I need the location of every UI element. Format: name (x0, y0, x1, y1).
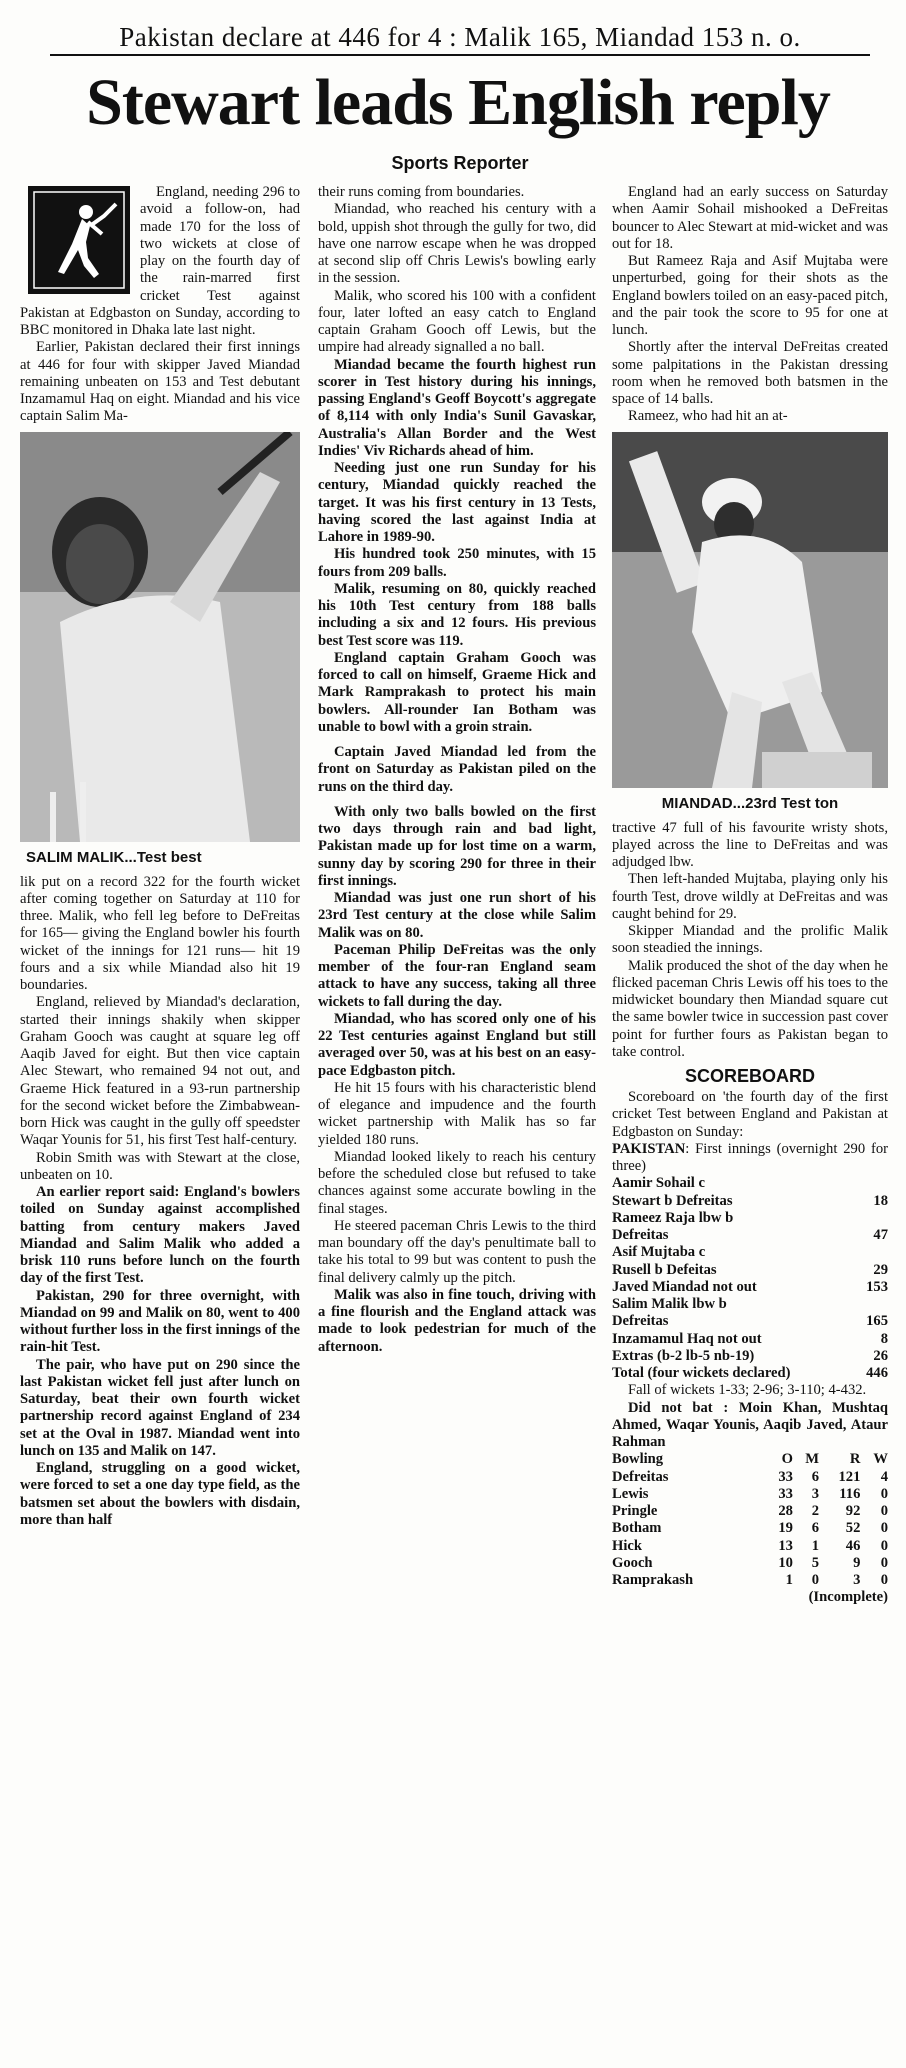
paragraph: Pakistan, 290 for three overnight, with Miandad on 99 and Malik on 80, went to 400 without further loss in the first innings of the rain-hit Test. (20, 1287, 300, 1356)
batsman-runs: 29 (873, 1261, 888, 1278)
batting-table (612, 1175, 888, 1382)
paragraph: their runs coming from boundaries. (318, 184, 525, 200)
bowling-row (612, 1486, 888, 1503)
dismissal-line: Defreitas (612, 1313, 669, 1330)
batsman-line: Aamir Sohail c (612, 1175, 705, 1192)
bowling-figure: 5 (811, 1554, 819, 1571)
photo-caption: SALIM MALIK...Test best (26, 848, 202, 866)
paragraph: England captain Graham Gooch was forced to call on himself, Graeme Hick and Mark Ramprakash to protect his main bowlers. All-rounder Ian Botham was unable to bowl with a groin strain. (318, 649, 596, 735)
bowling-figure: 46 (845, 1537, 861, 1554)
batsman-line: Rameez Raja lbw b (612, 1209, 734, 1226)
bowler-name: Ramprakash (612, 1572, 694, 1588)
batting-row (612, 1175, 888, 1192)
batting-row (612, 1193, 888, 1210)
bowling-row (612, 1469, 888, 1486)
dismissal-line: Stewart b Defreitas (612, 1192, 733, 1209)
bowler-name: Hick (612, 1537, 642, 1554)
paragraph: His hundred took 250 minutes, with 15 fours from 209 balls. (318, 546, 596, 580)
bowling-figure: 13 (778, 1537, 793, 1554)
dismissal-line: Rusell b Defeitas (612, 1261, 717, 1278)
paragraph: England, needing 296 to avoid a follow-on, had made 170 for the loss of two wickets at close of play on the fourth day of the rain-marred first cricket Test against Pakistan at Edgbaston on Sunday, according to BBC monitored in Dhaka late last night. (20, 184, 300, 338)
batsman-line: Salim Malik lbw b (612, 1296, 727, 1312)
paragraph: Miandad, who reached his century with a bold, uppish shot through the gully for two, did have one narrow escape when he was dropped at second slip off Chris Lewis's bowling early in the session. (318, 201, 596, 287)
paragraph: lik put on a record 322 for the fourth wicket after coming together on Saturday at 110 for three. Malik, who fell leg before to DeFreitas for 165— giving the England bowler his fourth wicket of the innings for 121 runs— hit 19 fours and a six while Miandad also hit 19 boundaries. (20, 873, 300, 993)
paragraph: Malik, resuming on 80, quickly reached his 10th Test century from 188 balls including a six and 12 fours. His previous best Test score was 119. (318, 580, 596, 649)
batting-row (612, 1244, 888, 1261)
bowling-figure: 9 (853, 1554, 861, 1571)
bowling-figure: 1 (785, 1572, 793, 1588)
bowling-figure: 3 (853, 1572, 861, 1588)
bowling-figure: 33 (778, 1468, 793, 1485)
total-runs: 446 (866, 1365, 888, 1381)
bowling-figure: 6 (811, 1520, 819, 1537)
bowler-name: Pringle (612, 1503, 658, 1519)
bowling-figure: 116 (839, 1485, 861, 1502)
bowling-figure: 33 (778, 1485, 793, 1502)
bowler-name: Gooch (612, 1554, 653, 1571)
batsman-runs: 153 (866, 1278, 888, 1295)
batsman-line: Extras (b-2 lb-5 nb-19) (612, 1347, 755, 1364)
bowler-name: Botham (612, 1520, 662, 1537)
scoreboard-intro: Scoreboard on 'the fourth day of the first cricket Test between England and Pakistan at Edgbaston on Sunday: (612, 1089, 888, 1140)
bowling-figure: 0 (880, 1572, 888, 1588)
bowling-figure: 19 (778, 1520, 793, 1537)
paragraph: Miandad was just one run short of his 23rd Test century at the close while Salim Malik was on 80. (318, 890, 596, 941)
batting-row (612, 1348, 888, 1365)
batsman-runs: 165 (866, 1313, 888, 1330)
bowling-figure: 0 (811, 1572, 819, 1588)
bowling-figure: 4 (880, 1468, 888, 1485)
paragraph: Earlier, Pakistan declared their first innings at 446 for four with skipper Javed Miandad remaining unbeaten on 153 and Test debutant Inzamamul Haq on eight. Miandad and his vice captain Salim Ma- (20, 339, 300, 425)
bowling-row (612, 1503, 888, 1520)
batsman-runs: 47 (873, 1227, 888, 1243)
bowling-header: W (873, 1451, 888, 1468)
bowling-figure: 28 (778, 1503, 793, 1519)
paragraph: Malik, who scored his 100 with a confident four, later lofted an easy catch to England captain Graham Gooch off Lewis, but the umpire had already signalled a no ball. (318, 287, 596, 356)
bowling-figure: 10 (778, 1554, 793, 1571)
batting-row (612, 1296, 888, 1313)
paragraph: But Rameez Raja and Asif Mujtaba were unperturbed, going for their shots as the England bowlers toiled on an easy-paced pitch, and the pair took the score to 95 for one at lunch. (612, 253, 888, 338)
cricketer-silhouette-icon (28, 186, 130, 294)
photo-caption: MIANDAD...23rd Test ton (661, 794, 839, 812)
batsman-line: Inzamamul Haq not out (612, 1330, 762, 1347)
did-not-bat: Did not bat : Moin Khan, Mushtaq Ahmed, Waqar Younis, Aaqib Javed, Ataur Rahman (612, 1399, 888, 1450)
paragraph: England, struggling on a good wicket, were forced to set a one day type field, as the batsmen set about the bowlers with disdain, more than half (20, 1460, 300, 1528)
paragraph: England had an early success on Saturday when Aamir Sohail mishooked a DeFreitas bouncer to Alec Stewart at mid-wicket and was out for 18. (612, 184, 888, 252)
article-column-2 (318, 184, 596, 2064)
paragraph: Robin Smith was with Stewart at the close, unbeaten on 10. (20, 1149, 300, 1183)
bowling-header: O (781, 1451, 793, 1468)
bowling-figure: 2 (811, 1503, 819, 1519)
bowling-row (612, 1520, 888, 1537)
bowler-name: Defreitas (612, 1468, 669, 1485)
bowling-figure: 1 (811, 1537, 819, 1554)
bowling-figure: 3 (811, 1485, 819, 1502)
paragraph: Shortly after the interval DeFreitas created some palpitations in the Pakistan dressing room when he removed both batsmen in the space of 14 balls. (612, 339, 888, 407)
paragraph: He steered paceman Chris Lewis to the third man boundary off the day's penultimate ball to take his total to 99 but was content to push the final delivery calmly up the pitch. (318, 1217, 596, 1286)
article-column-3 (612, 184, 888, 2064)
paragraph: Captain Javed Miandad led from the front on Saturday as Pakistan piled on the runs on the third day. (318, 744, 596, 795)
bowler-name: Lewis (612, 1485, 649, 1502)
batting-row (612, 1262, 888, 1279)
batsman-runs: 18 (873, 1192, 888, 1209)
paragraph: Paceman Philip DeFreitas was the only member of the four-ran England seam attack to have any success, taking all three wickets to fall during the day. (318, 941, 596, 1010)
salim-malik-photo (20, 432, 300, 868)
bowling-table (612, 1451, 888, 1589)
bowling-figure: 92 (845, 1503, 861, 1519)
byline: Sports Reporter (391, 153, 529, 173)
main-headline: Stewart leads English reply (86, 66, 830, 139)
bowling-figure: 0 (880, 1485, 888, 1502)
paragraph: England, relieved by Miandad's declaration, started their innings shakily when skipper Graham Gooch was caught at square leg off Aaqib Javed for eight. But then vice captain Alec Stewart, who remained 94 not out, and Graeme Hick featured in a 93-run partnership for the second wicket before the Zimbabwean-born Hick was caught in the gully off speedster Waqar Younis for 51, his first Test half-century. (20, 994, 300, 1149)
total-row (612, 1365, 888, 1382)
batsman-line: Javed Miandad not out (612, 1278, 757, 1295)
paragraph: With only two balls bowled on the first two days through rain and bad light, Pakistan made up for lost time on a warm, sunny day by scoring 290 for three in their first innings. (318, 803, 596, 889)
paragraph: Then left-handed Mujtaba, playing only his fourth Test, drove wildly at DeFreitas and was caught behind for 29. (612, 871, 888, 922)
paragraph: Rameez, who had hit an at- (628, 408, 788, 425)
batting-row (612, 1313, 888, 1330)
bowling-figure: 0 (880, 1554, 888, 1571)
batting-row (612, 1331, 888, 1348)
paragraph: An earlier report said: England's bowlers toiled on Sunday against accomplished batting from century makers Javed Miandad and Salim Malik who added a brisk 110 runs before lunch on the fourth day of the first Test. (20, 1184, 300, 1287)
paragraph: tractive 47 full of his favourite wristy shots, played across the line to DeFreitas and was adjudged lbw. (612, 819, 888, 870)
scoreboard-title: SCOREBOARD (684, 1066, 815, 1086)
paragraph: Needing just one run Sunday for his century, Miandad quickly reached the target. It was his first century in 13 Tests, having scored the last against India at Lahore in 1989-90. (318, 460, 596, 545)
paragraph: Malik was also in fine touch, driving with a fine flourish and the England attack was made to look pedestrian for much of the afternoon. (318, 1286, 596, 1355)
paragraph: Miandad looked likely to reach his century before the scheduled close but refused to take chances against some accurate bowling in the final stages. (318, 1148, 596, 1217)
bowling-figure: 121 (838, 1468, 861, 1485)
bowling-header: M (805, 1451, 819, 1468)
batting-row (612, 1210, 888, 1227)
bowling-figure: 0 (880, 1503, 888, 1519)
miandad-photo (612, 432, 888, 814)
paragraph: He hit 15 fours with his characteristic blend of elegance and impudence and the fourth wicket partnership with Malik has so far yielded 180 runs. (318, 1079, 596, 1148)
batsman-runs: 26 (873, 1347, 888, 1364)
fall-of-wickets: Fall of wickets 1-33; 2-96; 3-110; 4-432. (628, 1382, 867, 1399)
bowling-figure: 0 (880, 1537, 888, 1554)
bowling-row (612, 1572, 888, 1589)
paragraph: Malik produced the shot of the day when he flicked paceman Chris Lewis off his toes to the midwicket boundary then Miandad square cut the same bowler twice in succession past cover point for further fours as Pakistan began to take control. (612, 957, 888, 1060)
bowling-row (612, 1555, 888, 1572)
bowling-figure: 52 (845, 1520, 861, 1537)
innings-title: : First innings (overnight 290 for three) (612, 1140, 888, 1174)
bowling-figure: 6 (811, 1468, 819, 1485)
article-column-1 (20, 184, 300, 2064)
batsman-runs: 8 (880, 1330, 888, 1347)
incomplete-note: (Incomplete) (808, 1589, 888, 1606)
kicker-headline: Pakistan declare at 446 for 4 : Malik 165, Miandad 153 n. o. (50, 22, 870, 56)
batting-row (612, 1227, 888, 1244)
batsman-line: Asif Mujtaba c (612, 1244, 706, 1261)
bowling-header: Bowling (612, 1451, 664, 1468)
paragraph: Miandad became the fourth highest run scorer in Test history during his innings, passing England's Geoff Boycott's aggregate of 8,114 with only India's Sunil Gavaskar, Australia's Allan Border and the West Indies' Viv Richards ahead of him. (318, 356, 596, 459)
bowling-row (612, 1538, 888, 1555)
bowling-figure: 0 (880, 1520, 888, 1537)
innings-heading (612, 1141, 888, 1176)
dismissal-line: Defreitas (612, 1227, 669, 1243)
bowling-header: R (849, 1451, 861, 1468)
innings-team: PAKISTAN (612, 1140, 686, 1157)
paragraph: The pair, who have put on 290 since the last Pakistan wicket fell just after lunch on Saturday, beat their own fourth wicket partnership record against England of 234 set at the Oval in 1987. Miandad went into lunch on 135 and Malik on 147. (20, 1356, 300, 1459)
total-label: Total (four wickets declared) (612, 1365, 791, 1381)
paragraph: Miandad, who has scored only one of his 22 Test centuries against England but still averaged over 50, was at his best on an easy-pace Edgbaston pitch. (318, 1010, 596, 1079)
batting-row (612, 1279, 888, 1296)
paragraph: Skipper Miandad and the prolific Malik soon steadied the innings. (612, 923, 888, 957)
